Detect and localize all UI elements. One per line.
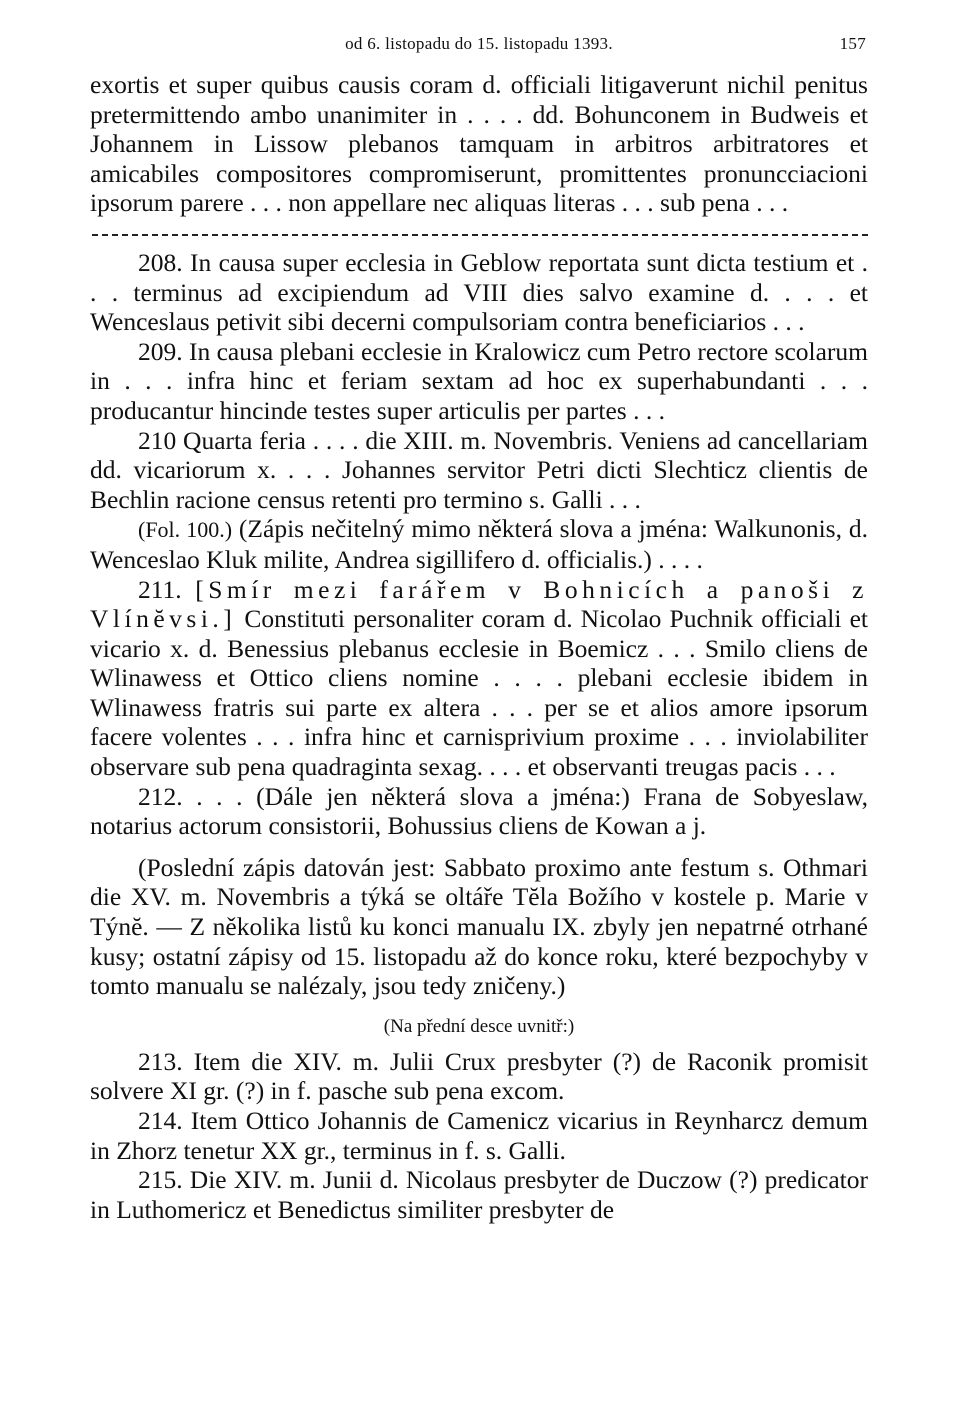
entry-fol-100-text: (Zápis nečitelný mimo některá slova a jména: Walkunonis, d. Wenceslao Kluk milite, Andrea sigillifero d. officialis.) . . . . <box>90 514 869 574</box>
entry-208: 208. In causa super ecclesia in Geblow reportata sunt dicta testium et . . . terminus ad excipiendum ad VIII dies salvo examine d. . . . et Wenceslaus petivit sibi decerni compulsoriam contra beneficiarios . . . <box>90 247 868 337</box>
entry-210: 210 Quarta feria . . . . die XIII. m. Novembris. Veniens ad cancellariam dd. vicariorum x. . . . Johannes servitor Petri dicti Slechticz clientis de Bechlin racione census retenti pro termino s. Galli . . . <box>90 425 868 514</box>
running-head <box>90 30 868 70</box>
page-number: 157 <box>839 34 866 53</box>
running-head-title: od 6. listopadu do 15. listopadu 1393. <box>345 34 613 53</box>
entry-213: 213. Item die XIV. m. Julii Crux presbyter (?) de Raconik promisit solvere XI gr. (?) in f. pasche sub pena excom. <box>90 1046 868 1106</box>
entry-211-number: 211. <box>138 574 196 604</box>
entry-215: 215. Die XIV. m. Junii d. Nicolaus presbyter de Duczow (?) predicator in Luthomericz et Benedictus similiter presbyter de <box>90 1165 868 1224</box>
body-text <box>90 70 868 1224</box>
entry-209: 209. In causa plebani ecclesie in Kralowicz cum Petro rectore scolarum in . . . infra hinc et feriam sextam ad hoc ex superhabundanti . . . producantur hincinde testes super articulis per partes . . . <box>90 336 868 425</box>
entry-211 <box>90 575 868 782</box>
entry-211-heading: [Smír mezi farářem v Bohnicích a panoši z Vlínĕvsi.] <box>90 574 868 634</box>
note-heading: (Na přední desce uvnitř:) <box>383 1015 575 1037</box>
folio-reference: (Fol. 100.) <box>138 517 233 543</box>
entry-214: 214. Item Ottico Johannis de Camenicz vicarius in Reynharcz demum in Zhorz tenetur XX gr., terminus in f. s. Galli. <box>90 1106 868 1165</box>
entry-211-text: Constituti personaliter coram d. Nicolao Puchnik officiali et vicario x. d. Benessius plebanus ecclesie in Boemicz . . . Smilo cliens de Wlinawess et Ottico cliens nomine . . . . plebani ecclesie ibidem in Wlinawess fratris sui parte ex altera . . . per se et alios amore ipsorum facere volentes . . . infra hinc et carnisprivium proxime . . . inviolabiliter observare sub pena quadraginta sexag. . . . et observanti treugas pacis . . . <box>90 604 868 782</box>
section-divider <box>92 234 868 236</box>
paragraph-intro: exortis et super quibus causis coram d. officiali litigaverunt nichil penitus pretermittendo ambo unanimiter in . . . . dd. Bohunconem in Budweis et Johannem in Lissow plebanos tamquam in arbitros arbitratores et amicabiles compositores compromiserunt, promittentes pronuncciacioni ipsorum parere . . . non appellare nec aliquas literas . . . sub pena . . . <box>90 70 868 218</box>
entry-212: 212. . . . (Dále jen některá slova a jména:) Frana de Sobyeslaw, notarius actorum consistorii, Bohussius cliens de Kowan a j. <box>90 781 868 841</box>
editorial-note: (Poslední zápis datován jest: Sabbato proximo ante festum s. Othmari die XV. m. Novembris a týká se oltáře Tĕla Božího v kostele p. Marie v Týnĕ. — Z několika listů ku konci manualu IX. zbyly jen nepatrné otrhané kusy; ostatní zápisy od 15. listopadu až do konce roku, které bezpochyby v tomto manualu se nalézaly, jsou tedy zničeny.) <box>90 852 868 1001</box>
entry-fol-100 <box>90 514 868 574</box>
